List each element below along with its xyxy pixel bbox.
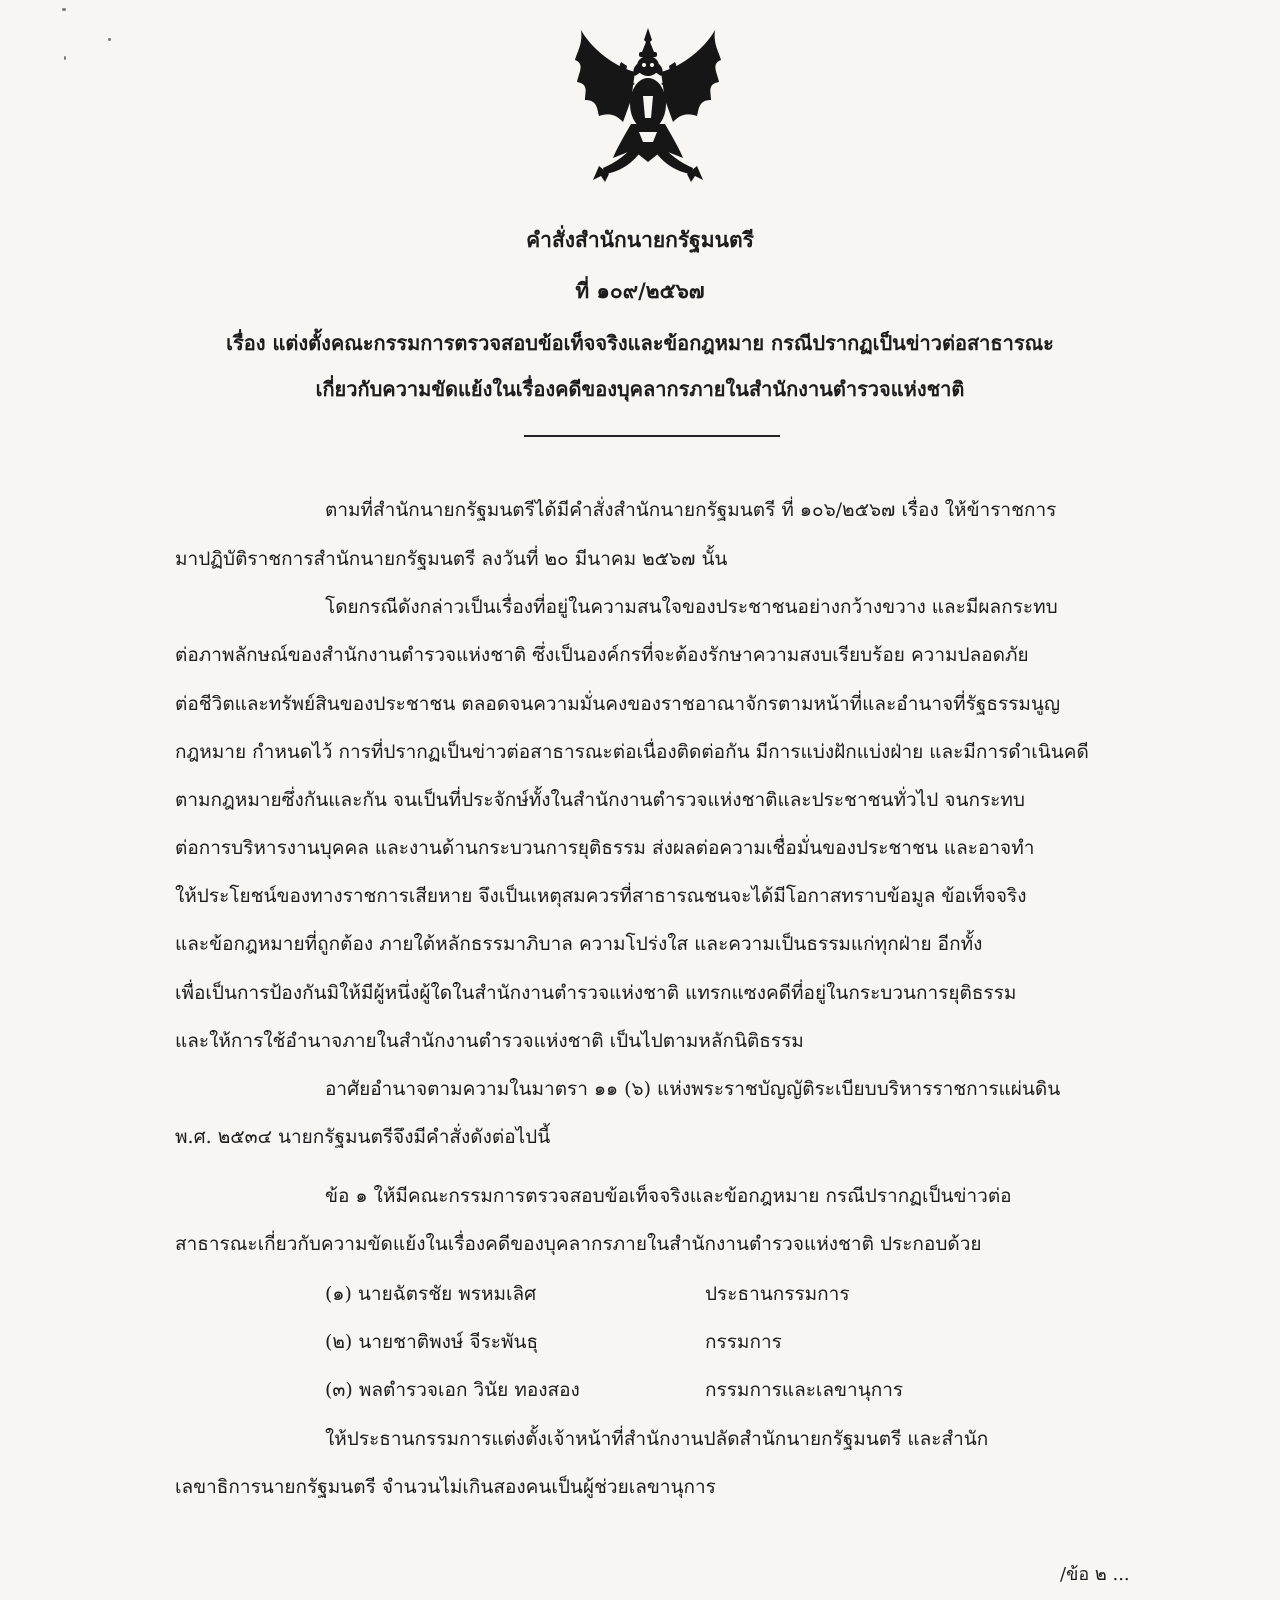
body-line: ต่อภาพลักษณ์ของสำนักงานตำรวจแห่งชาติ ซึ่งเป็นองค์กรที่จะต้องรักษาความสงบเรียบร้อย ความปลอดภัย — [175, 644, 1029, 666]
body-line: ให้ประธานกรรมการแต่งตั้งเจ้าหน้าที่สำนักงานปลัดสำนักนายกรัฐมนตรี และสำนัก — [325, 1428, 989, 1450]
subject-line: เกี่ยวกับความขัดแย้งในเรื่องคดีของบุคลากรภายในสำนักงานตำรวจแห่งชาติ — [315, 377, 965, 401]
body-line: และข้อกฎหมายที่ถูกต้อง ภายใต้หลักธรรมาภิบาล ความโปร่งใส และความเป็นธรรมแก่ทุกฝ่าย อีกทั้ง — [175, 933, 983, 955]
body-line: ข้อ ๑ ให้มีคณะกรรมการตรวจสอบข้อเท็จจริงและข้อกฎหมาย กรณีปรากฏเป็นข่าวต่อ — [325, 1185, 1012, 1207]
body-line: สาธารณะเกี่ยวกับความขัดแย้งในเรื่องคดีของบุคลากรภายในสำนักงานตำรวจแห่งชาติ ประกอบด้วย — [175, 1233, 982, 1255]
scan-speck — [64, 56, 66, 60]
body-line: ตามที่สำนักนายกรัฐมนตรีได้มีคำสั่งสำนักนายกรัฐมนตรี ที่ ๑๐๖/๒๕๖๗ เรื่อง ให้ข้าราชการ — [325, 499, 1057, 521]
member-name: (๓) พลตำรวจเอก วินัย ทองสอง — [325, 1379, 580, 1401]
body-line: เพื่อเป็นการป้องกันมิให้มีผู้หนึ่งผู้ใดในสำนักงานตำรวจแห่งชาติ แทรกแซงคดีที่อยู่ในกระบวนการยุติธรรม — [175, 982, 1017, 1004]
body-line: เลขาธิการนายกรัฐมนตรี จำนวนไม่เกินสองคนเป็นผู้ช่วยเลขานุการ — [175, 1476, 716, 1498]
document-subject — [0, 320, 1280, 412]
title-divider — [524, 435, 780, 437]
scan-speck — [62, 8, 66, 11]
body-line: ตามกฎหมายซึ่งกันและกัน จนเป็นที่ประจักษ์ทั้งในสำนักงานตำรวจแห่งชาติและประชาชนทั่วไป จนกระทบ — [175, 789, 1025, 811]
member-role: กรรมการ — [705, 1331, 782, 1353]
body-line: มาปฏิบัติราชการสำนักนายกรัฐมนตรี ลงวันที่ ๒๐ มีนาคม ๒๕๖๗ นั้น — [175, 548, 728, 570]
body-line: ต่อการบริหารงานบุคคล และงานด้านกระบวนการยุติธรรม ส่งผลต่อความเชื่อมั่นของประชาชน และอาจทำ — [175, 837, 1035, 859]
member-name: (๒) นายชาติพงษ์ จีระพันธุ — [325, 1331, 539, 1353]
body-line: และให้การใช้อำนาจภายในสำนักงานตำรวจแห่งชาติ เป็นไปตามหลักนิติธรรม — [175, 1030, 804, 1052]
member-role: กรรมการและเลขานุการ — [705, 1379, 904, 1401]
body-line: โดยกรณีดังกล่าวเป็นเรื่องที่อยู่ในความสนใจของประชาชนอย่างกว้างขวาง และมีผลกระทบ — [325, 596, 1058, 618]
continuation-marker: /ข้อ ๒ ... — [1060, 1564, 1130, 1585]
subject-line: เรื่อง แต่งตั้งคณะกรรมการตรวจสอบข้อเท็จจริงและข้อกฎหมาย กรณีปรากฏเป็นข่าวต่อสาธารณะ — [226, 331, 1054, 355]
garuda-emblem-icon — [573, 26, 723, 184]
body-line: พ.ศ. ๒๕๓๔ นายกรัฐมนตรีจึงมีคำสั่งดังต่อไปนี้ — [175, 1126, 551, 1148]
member-name: (๑) นายฉัตรชัย พรหมเลิศ — [325, 1283, 537, 1305]
document-title: คำสั่งสำนักนายกรัฐมนตรี — [526, 227, 754, 252]
body-line: กฎหมาย กำหนดไว้ การที่ปรากฏเป็นข่าวต่อสาธารณะต่อเนื่องติดต่อกัน มีการแบ่งฝักแบ่งฝ่าย และมีการดำเนินคดี — [175, 741, 1089, 763]
member-role: ประธานกรรมการ — [705, 1283, 850, 1305]
body-line: ให้ประโยชน์ของทางราชการเสียหาย จึงเป็นเหตุสมควรที่สาธารณชนจะได้มีโอกาสทราบข้อมูล ข้อเท็จจริง — [175, 885, 1027, 907]
body-line: อาศัยอำนาจตามความในมาตรา ๑๑ (๖) แห่งพระราชบัญญัติระเบียบบริหารราชการแผ่นดิน — [325, 1078, 1061, 1100]
document-number: ที่ ๑๐๙/๒๕๖๗ — [575, 278, 705, 303]
scan-speck — [108, 38, 111, 41]
body-line: ต่อชีวิตและทรัพย์สินของประชาชน ตลอดจนความมั่นคงของราชอาณาจักรตามหน้าที่และอำนาจที่รัฐธรรมนูญ — [175, 693, 1061, 715]
